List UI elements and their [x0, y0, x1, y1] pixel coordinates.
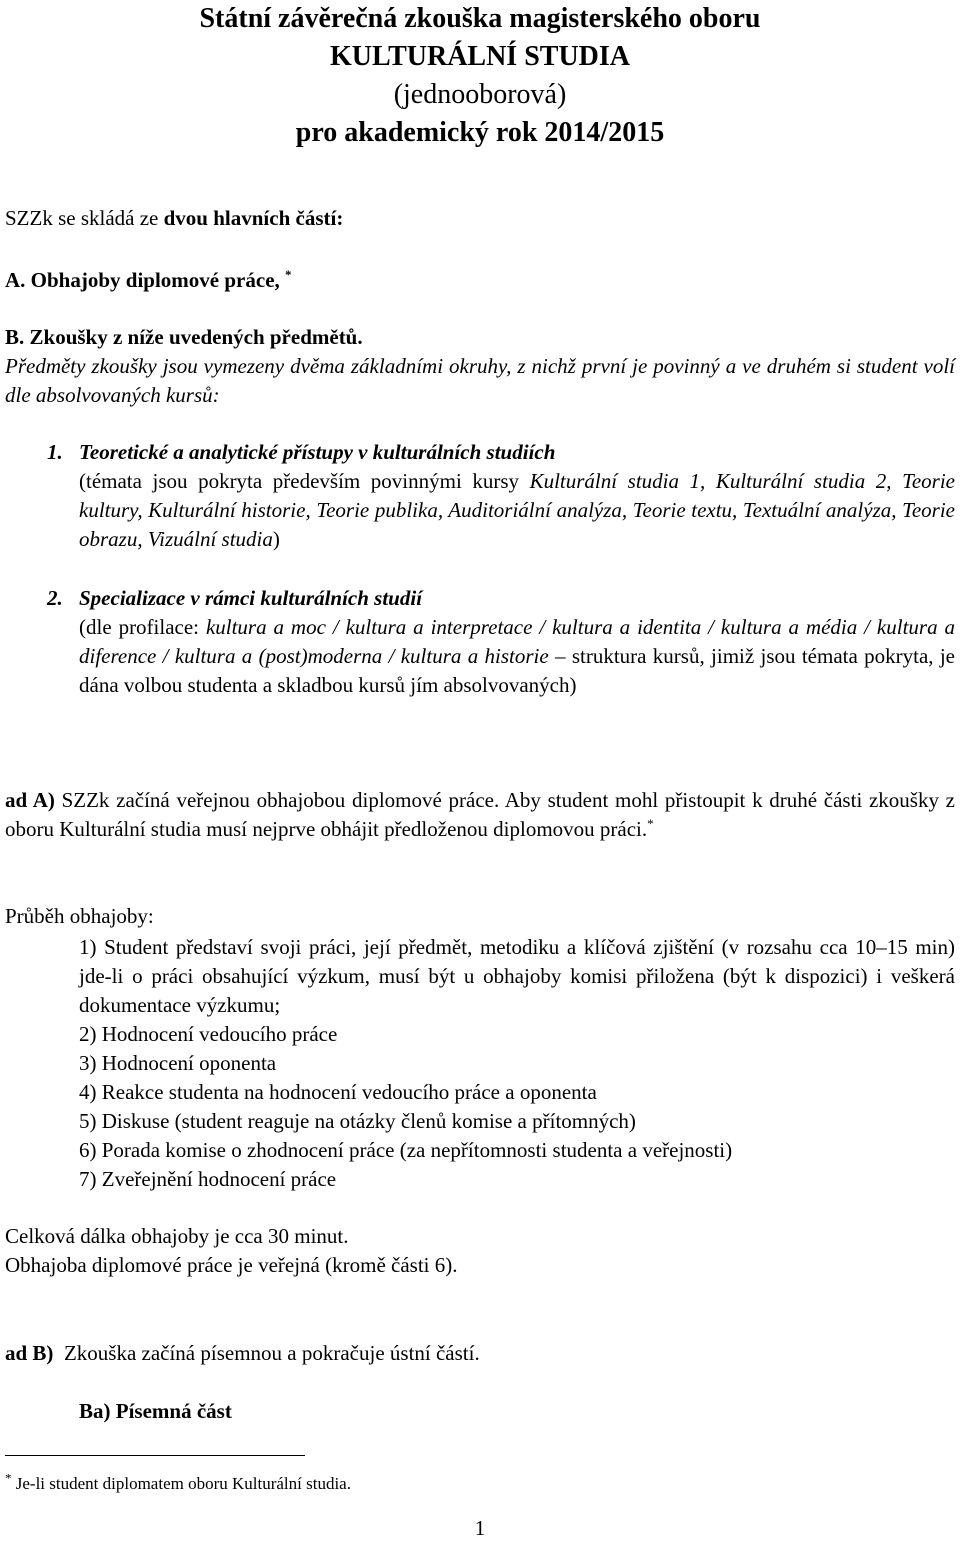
ad-b-label: ad B)	[5, 1341, 54, 1365]
header-title-line1: Státní závěrečná zkouška magisterského oboru	[199, 3, 761, 34]
page-number: 1	[474, 1516, 486, 1540]
topic-2-body-prefix: (dle profilace:	[79, 615, 206, 639]
defense-public: Obhajoba diplomové práce je veřejná (kromě části 6).	[5, 1253, 458, 1277]
intro-paragraph	[5, 204, 955, 233]
header-title-line2: KULTURÁLNÍ STUDIA	[329, 41, 631, 72]
intro-prefix: SZZk se skládá ze	[5, 206, 164, 230]
topic-2-number: 2.	[47, 586, 63, 610]
ad-b-text: Zkouška začíná písemnou a pokračuje ústní částí.	[53, 1341, 480, 1365]
topic-1-body-suffix: )	[272, 527, 280, 551]
topic-2	[47, 584, 955, 700]
defense-step: 3) Hodnocení oponenta	[79, 1051, 277, 1075]
footnote-mark: *	[5, 1470, 12, 1486]
written-part-heading: Ba) Písemná část	[79, 1399, 232, 1423]
intro-bold: dvou hlavních částí:	[163, 206, 344, 230]
defense-step: 4) Reakce studenta na hodnocení vedoucího práce a oponenta	[79, 1080, 597, 1104]
ad-a-text: SZZk začíná veřejnou obhajobou diplomové práce. Aby student mohl přistoupit k druhé části zkoušky z oboru Kulturální studia musí nejprve obhájit předloženou diplomovou práci.	[5, 788, 955, 841]
header-title-line4: pro akademický rok 2014/2015	[295, 117, 665, 148]
defense-steps-list	[79, 933, 955, 1194]
footnote	[5, 1472, 351, 1496]
footnote-text: Je-li student diplomatem oboru Kulturální studia.	[11, 1474, 351, 1493]
footnote-divider	[5, 1455, 305, 1456]
topic-2-title: Specializace v rámci kulturálních studií	[79, 586, 423, 610]
part-b-heading: B. Zkoušky z níže uvedených předmětů.	[5, 325, 363, 349]
topic-2-body-suffix: – struktura kursů, jimiž jsou témata pokryta, je dána volbou studenta a skladbou kursů jím absolvovaných)	[79, 644, 955, 697]
part-a-text: A. Obhajoby diplomové práce,	[5, 268, 286, 292]
topic-1-body-prefix: (témata jsou pokryta především povinnými kursy	[79, 469, 530, 493]
topic-1	[47, 438, 955, 554]
topic-1-number: 1.	[47, 440, 63, 464]
defense-length: Celková dálka obhajoby je cca 30 minut.	[5, 1224, 349, 1248]
topic-2-profiles: kultura a moc / kultura a interpretace / kultura a identita / kultura a média / kultura a diference / kultura a (post)moderna / kultura a historie	[79, 615, 955, 668]
defense-step: 2) Hodnocení vedoucího práce	[79, 1022, 338, 1046]
topic-1-courses: Kulturální studia 1, Kulturální studia 2, Teorie kultury, Kulturální historie, Teorie publika, Auditoriální analýza, Teorie textu, Textuální analýza, Teorie obrazu, Vizuální studia	[79, 469, 955, 551]
defense-heading: Průběh obhajoby:	[5, 904, 154, 928]
part-b-description: Předměty zkoušky jsou vymezeny dvěma základními okruhy, z nichž první je povinný a ve druhém si student volí dle absolvovaných kursů:	[5, 354, 955, 407]
defense-step: 1) Student představí svoji práci, její předmět, metodiku a klíčová zjištění (v rozsahu cca 10–15 min) jde-li o práci obsahující výzkum, musí být u obhajoby komisi přiložena (být k dispozici) i veškerá dokumentace výzkumu;	[79, 935, 955, 1017]
topic-1-title: Teoretické a analytické přístupy v kulturálních studiích	[79, 440, 556, 464]
defense-step: 5) Diskuse (student reaguje na otázky členů komise a přítomných)	[79, 1109, 636, 1133]
ad-a-paragraph	[5, 786, 955, 844]
defense-step: 6) Porada komise o zhodnocení práce (za nepřítomnosti studenta a veřejnosti)	[79, 1138, 733, 1162]
ad-a-footnote-mark: *	[647, 816, 654, 831]
part-a-footnote-mark: *	[285, 267, 292, 282]
header-title-line3: (jednooborová)	[393, 79, 567, 110]
defense-step: 7) Zveřejnění hodnocení práce	[79, 1167, 337, 1191]
ad-a-label: ad A)	[5, 788, 55, 812]
document-header	[5, 0, 955, 152]
ad-b-paragraph	[5, 1339, 955, 1368]
part-a-heading	[5, 266, 955, 295]
